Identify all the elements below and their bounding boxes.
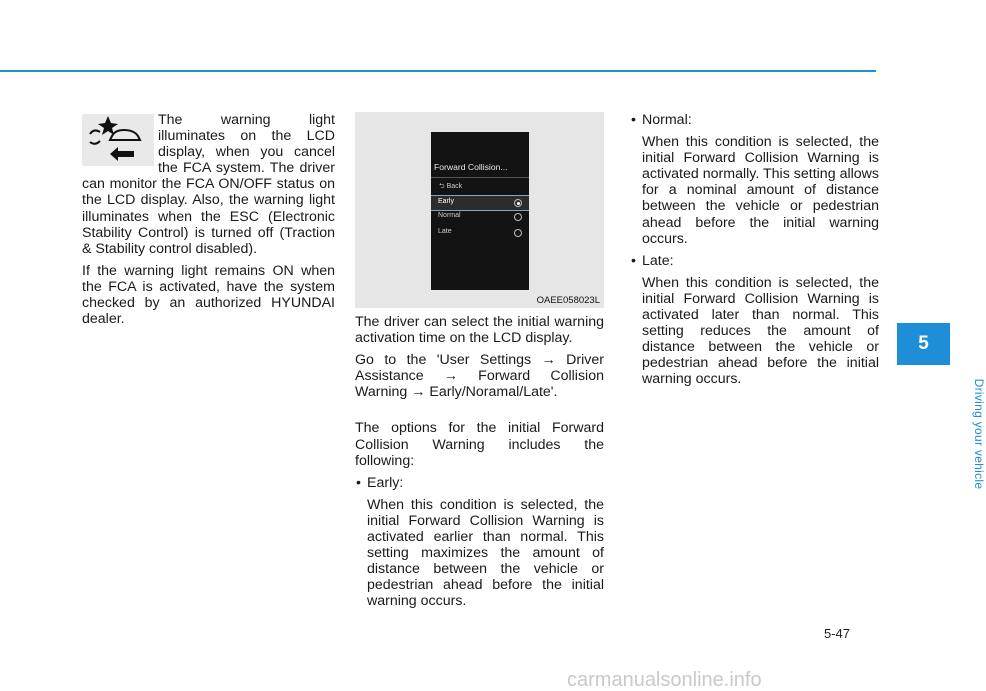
back-icon: ⮌ — [439, 183, 447, 190]
header-rule — [0, 70, 876, 72]
back-item — [439, 182, 462, 193]
page-number: 5-47 — [824, 626, 851, 641]
radio-selected-icon — [514, 199, 522, 207]
back-label: Back — [446, 183, 463, 190]
spacer — [355, 406, 604, 420]
option-label: Late — [438, 228, 452, 235]
column-2 — [355, 314, 604, 616]
dealer-paragraph: If the warning light remains ON when the FCA is activated, have the system checked by an authorized HYUNDAI dealer. — [82, 262, 335, 328]
figure-code: OAEE058023L — [536, 295, 600, 306]
options-paragraph: The options for the initial Forward Collision Warning includes the following: — [355, 420, 604, 469]
lcd-screen — [431, 132, 529, 290]
option-label: Normal — [438, 212, 461, 219]
warning-light-paragraph: The warning light illuminates on the LCD display, when you cancel the FCA system. The driver can monitor the FCA ON/OFF status on the LCD display. Also, the warning light illuminates when the ESC (Electronic Stability Control) is turned off (Traction & Stability control disabled). — [82, 112, 335, 257]
normal-bullet: • Normal: — [630, 112, 879, 128]
late-description: When this condition is selected, the initial Forward Collision Warning is activated later than normal. This setting reduces the amount of distance between the vehicle or pedestrian ahead before the initial warning occurs. — [642, 274, 879, 388]
early-bullet: • Early: — [355, 475, 604, 491]
fca-warning-icon — [82, 114, 154, 166]
screen-title: Forward Collision... — [434, 162, 508, 172]
option-late — [431, 226, 529, 240]
option-label: Early — [438, 198, 454, 205]
select-paragraph: The driver can select the initial warning activation time on the LCD display. — [355, 314, 604, 347]
chapter-number-tab: 5 — [897, 323, 950, 365]
radio-icon — [514, 213, 522, 221]
option-early — [431, 195, 529, 211]
lcd-figure — [355, 112, 604, 308]
early-description: When this condition is selected, the initial Forward Collision Warning is activated earlier than normal. This setting maximizes the amount of distance between the vehicle or pedestrian ahead before the initial warning occurs. — [367, 496, 604, 610]
screen-divider — [431, 177, 529, 178]
column-3 — [630, 112, 879, 394]
column-1 — [82, 112, 335, 333]
menu-path-paragraph: Go to the 'User Settings → Driver Assistance → Forward Collision Warning → Early/Noramal/Late'. — [355, 352, 604, 401]
option-normal — [431, 210, 529, 224]
late-bullet: • Late: — [630, 253, 879, 269]
normal-description: When this condition is selected, the initial Forward Collision Warning is activated normally. This setting allows for a nominal amount of distance between the vehicle or pedestrian ahead before the initial warning occurs. — [642, 134, 879, 247]
radio-icon — [514, 229, 522, 237]
watermark: carmanualsonline.info — [567, 669, 762, 691]
chapter-title — [912, 372, 986, 512]
chapter-title-text: Driving your vehicle — [972, 378, 986, 490]
